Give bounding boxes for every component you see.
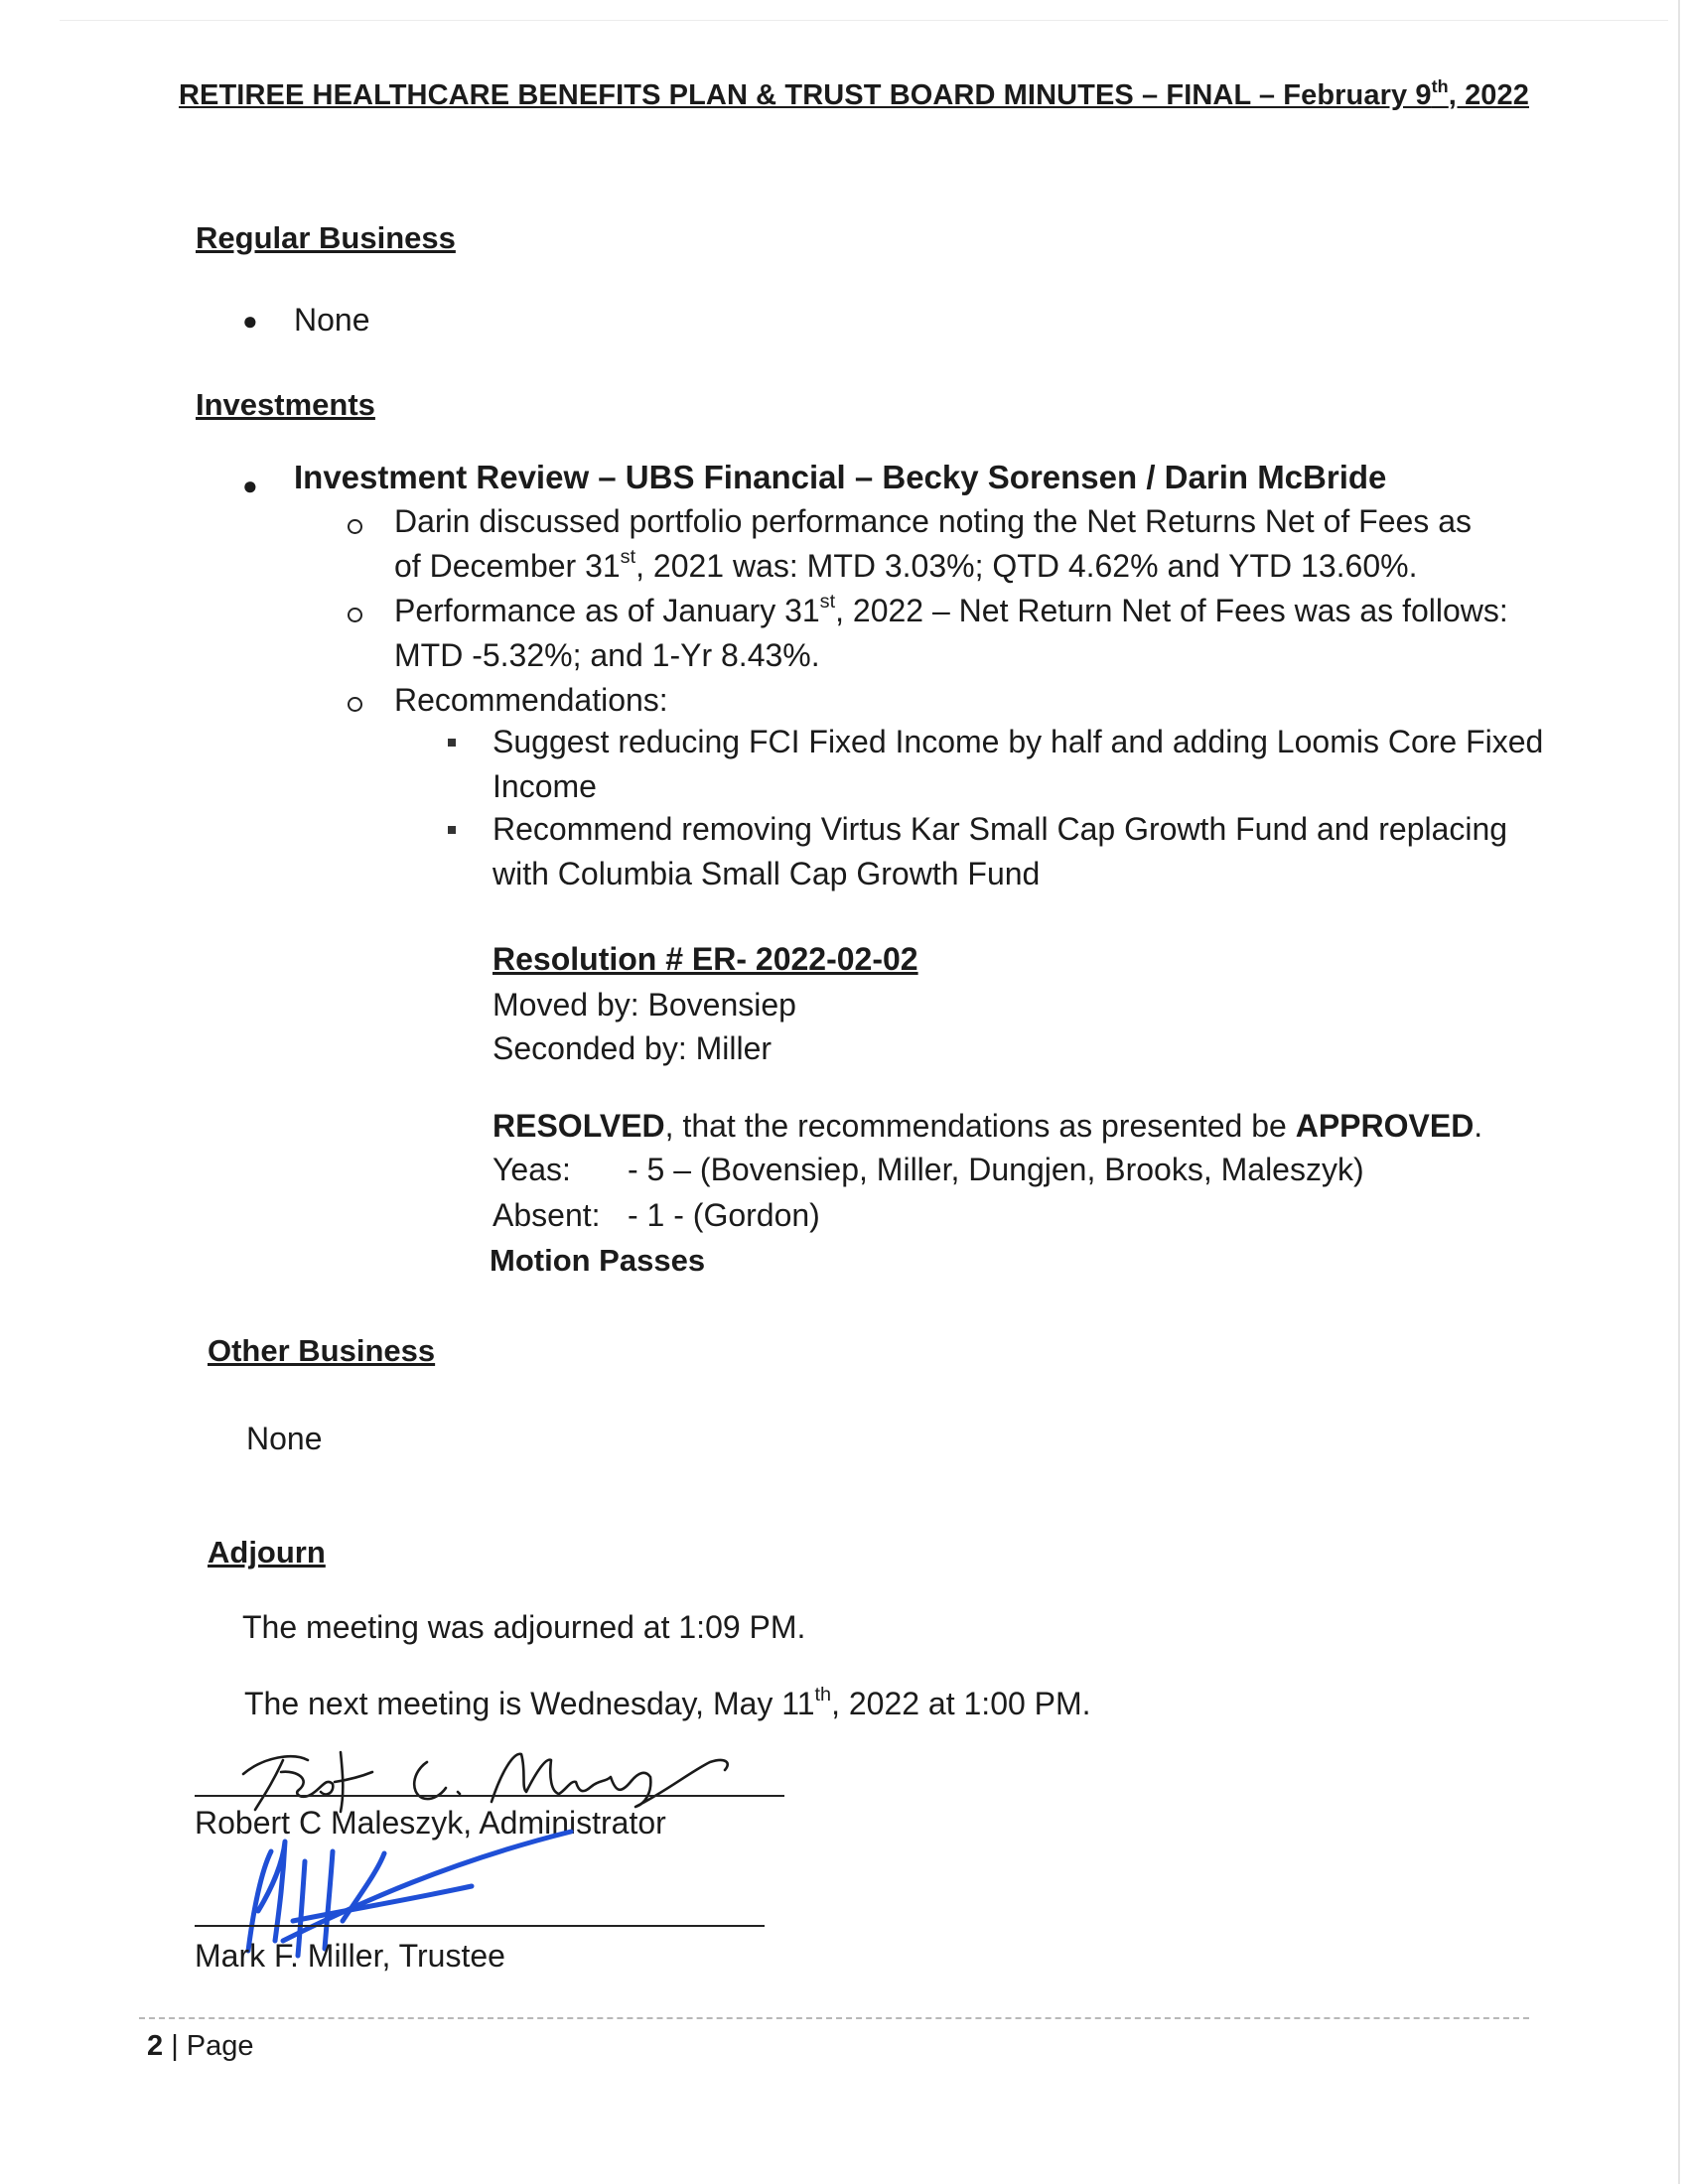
- bullet-dot: ●: [242, 471, 258, 500]
- motion-result: Motion Passes: [490, 1243, 706, 1278]
- point-1-line-1: Darin discussed portfolio performance noting the Net Returns Net of Fees as: [394, 503, 1472, 539]
- yeas-value: - 5 – (Bovensiep, Miller, Dungjen, Brooks, Maleszyk): [628, 1152, 1364, 1187]
- point-1-line-2: of December 31st, 2021 was: MTD 3.03%; QTD 4.62% and YTD 13.60%.: [394, 546, 1418, 584]
- resolution-number: Resolution # ER- 2022-02-02: [492, 941, 918, 977]
- other-business-heading: Other Business: [208, 1333, 436, 1368]
- recommendation-1-line-1: Suggest reducing FCI Fixed Income by half and adding Loomis Core Fixed: [492, 724, 1544, 759]
- moved-by: Moved by: Bovensiep: [492, 987, 796, 1023]
- investments-heading: Investments: [196, 387, 375, 422]
- recommendation-2-line-1: Recommend removing Virtus Kar Small Cap Growth Fund and replacing: [492, 811, 1508, 847]
- administrator-name: Robert C Maleszyk, Administrator: [195, 1805, 666, 1841]
- investment-review-title: Investment Review – UBS Financial – Becky Sorensen / Darin McBride: [294, 459, 1387, 495]
- adjourn-line-1: The meeting was adjourned at 1:09 PM.: [242, 1609, 806, 1645]
- other-business-text: None: [246, 1421, 323, 1456]
- square-bullet: [448, 826, 456, 834]
- signature-line-2: [195, 1925, 765, 1927]
- circle-bullet: [348, 697, 362, 712]
- footer-divider: [139, 2017, 1529, 2019]
- point-2-line-1: Performance as of January 31st, 2022 – Net Return Net of Fees was as follows:: [394, 591, 1508, 628]
- circle-bullet: [348, 519, 362, 534]
- yeas-label: Yeas:: [492, 1152, 571, 1187]
- point-3: Recommendations:: [394, 682, 668, 718]
- next-meeting-line: The next meeting is Wednesday, May 11th, 2022 at 1:00 PM.: [244, 1684, 1091, 1721]
- seconded-by: Seconded by: Miller: [492, 1030, 773, 1066]
- circle-bullet: [348, 608, 362, 622]
- recommendation-2-line-2: with Columbia Small Cap Growth Fund: [492, 856, 1041, 891]
- adjourn-heading: Adjourn: [208, 1535, 326, 1570]
- bullet-dot: ●: [242, 306, 258, 336]
- absent-label: Absent:: [492, 1197, 601, 1233]
- resolved-statement: RESOLVED, that the recommendations as presented be APPROVED.: [492, 1108, 1483, 1144]
- page-footer: 2 | Page: [147, 2030, 254, 2062]
- trustee-name: Mark F. Miller, Trustee: [195, 1938, 505, 1974]
- absent-value: - 1 - (Gordon): [628, 1197, 820, 1233]
- document-title: RETIREE HEALTHCARE BENEFITS PLAN & TRUST BOARD MINUTES – FINAL – February 9th, 2022: [179, 75, 1529, 111]
- regular-business-item: None: [294, 302, 370, 338]
- scan-edge: [60, 20, 1668, 21]
- square-bullet: [448, 739, 456, 747]
- point-2-line-2: MTD -5.32%; and 1-Yr 8.43%.: [394, 637, 820, 673]
- page-edge: [1678, 0, 1680, 2184]
- regular-business-heading: Regular Business: [196, 220, 456, 255]
- recommendation-1-line-2: Income: [492, 768, 597, 804]
